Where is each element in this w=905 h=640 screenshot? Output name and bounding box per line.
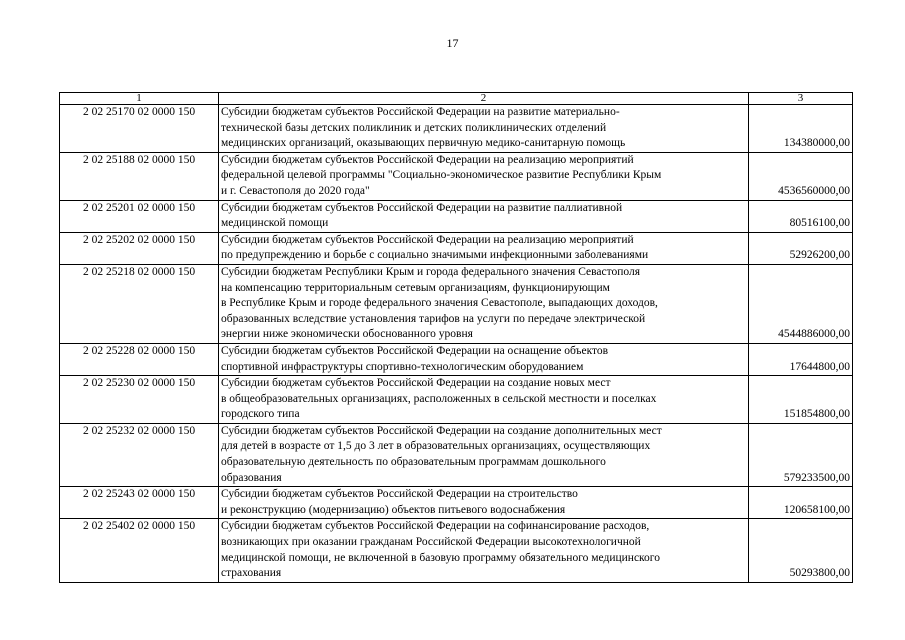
- amount-value: 151854800,00: [749, 376, 853, 424]
- budget-classification-code: 2 02 25243 02 0000 150: [60, 487, 219, 519]
- description-line: для детей в возрасте от 1,5 до 3 лет в образовательных организациях, осуществляющих: [221, 440, 651, 453]
- budget-classification-code: 2 02 25201 02 0000 150: [60, 200, 219, 232]
- table-header-row: [60, 93, 853, 105]
- revenue-description: [219, 519, 749, 582]
- budget-classification-code: 2 02 25188 02 0000 150: [60, 152, 219, 200]
- description-line: Субсидии бюджетам Республики Крым и города федерального значения Севастополя: [221, 265, 640, 278]
- description-line: на компенсацию территориальным сетевым организациям, функционирующим: [221, 281, 610, 294]
- table-row: [60, 343, 853, 375]
- description-line: технической базы детских поликлиник и детских поликлинических отделений: [221, 121, 607, 134]
- table-row: [60, 105, 853, 153]
- description-line: Субсидии бюджетам субъектов Российской Федерации на развитие материально-: [221, 106, 620, 118]
- description-line: в общеобразовательных организациях, расположенных в сельской местности и поселках: [221, 392, 657, 405]
- description-line: и г. Севастополя до 2020 года": [221, 184, 370, 197]
- description-line: Субсидии бюджетам субъектов Российской Федерации на строительство: [221, 488, 578, 501]
- amount-value: 134380000,00: [749, 105, 853, 153]
- budget-classification-code: 2 02 25232 02 0000 150: [60, 423, 219, 486]
- table-row: [60, 487, 853, 519]
- budget-classification-code: 2 02 25202 02 0000 150: [60, 232, 219, 264]
- description-line: медицинских организаций, оказывающих первичную медико-санитарную помощь: [221, 137, 626, 150]
- page-number: 17: [446, 36, 459, 50]
- description-line: энергии ниже экономически обоснованного уровня: [221, 328, 473, 341]
- budget-classification-code: 2 02 25402 02 0000 150: [60, 519, 219, 582]
- table-row: [60, 232, 853, 264]
- budget-classification-code: 2 02 25218 02 0000 150: [60, 264, 219, 343]
- description-line: по предупреждению и борьбе с социально значимыми инфекционными заболеваниями: [221, 249, 649, 262]
- table-row: [60, 200, 853, 232]
- description-line: страхования: [221, 567, 282, 580]
- revenue-description: [219, 264, 749, 343]
- description-line: и реконструкцию (модернизацию) объектов питьевого водоснабжения: [221, 503, 566, 516]
- table-row: [60, 519, 853, 582]
- description-line: городского типа: [221, 408, 300, 421]
- description-line: Субсидии бюджетам субъектов Российской Федерации на реализацию мероприятий: [221, 153, 634, 166]
- table-row: [60, 264, 853, 343]
- amount-value: 50293800,00: [749, 519, 853, 582]
- budget-classification-code: 2 02 25170 02 0000 150: [60, 105, 219, 153]
- budget-classification-code: 2 02 25228 02 0000 150: [60, 343, 219, 375]
- budget-revenue-table: [59, 92, 853, 583]
- amount-value: 17644800,00: [749, 343, 853, 375]
- description-line: Субсидии бюджетам субъектов Российской Федерации на создание дополнительных мест: [221, 424, 662, 437]
- description-line: образования: [221, 471, 282, 484]
- amount-value: 4544886000,00: [749, 264, 853, 343]
- revenue-description: [219, 105, 749, 153]
- description-line: в Республике Крым и городе федерального значения Севастополе, выпадающих доходов,: [221, 297, 658, 310]
- description-line: образовательную деятельность по образовательным программам дошкольного: [221, 456, 606, 469]
- amount-value: 80516100,00: [749, 200, 853, 232]
- description-line: Субсидии бюджетам субъектов Российской Федерации на создание новых мест: [221, 377, 611, 390]
- revenue-description: [219, 232, 749, 264]
- amount-value: 52926200,00: [749, 232, 853, 264]
- description-line: Субсидии бюджетам субъектов Российской Федерации на софинансирование расходов,: [221, 520, 650, 533]
- budget-classification-code: 2 02 25230 02 0000 150: [60, 376, 219, 424]
- description-line: Субсидии бюджетам субъектов Российской Федерации на развитие паллиативной: [221, 201, 623, 214]
- revenue-description: [219, 200, 749, 232]
- description-line: Субсидии бюджетам субъектов Российской Федерации на оснащение объектов: [221, 344, 609, 357]
- revenue-description: [219, 423, 749, 486]
- description-line: федеральной целевой программы "Социально-экономическое развитие Республики Крым: [221, 169, 662, 182]
- description-line: спортивной инфраструктуры спортивно-технологическим оборудованием: [221, 360, 584, 373]
- revenue-description: [219, 487, 749, 519]
- description-line: медицинской помощи, не включенной в базовую программу обязательного медицинского: [221, 551, 660, 564]
- table-row: [60, 152, 853, 200]
- description-line: образованных вследствие установления тарифов на услуги по передаче электрической: [221, 312, 646, 325]
- column-header-3: 3: [749, 93, 853, 105]
- column-header-2: 2: [219, 93, 749, 105]
- description-line: медицинской помощи: [221, 217, 329, 230]
- revenue-description: [219, 343, 749, 375]
- table-row: [60, 376, 853, 424]
- description-line: возникающих при оказании гражданам Российской Федерации высокотехнологичной: [221, 536, 641, 549]
- revenue-description: [219, 376, 749, 424]
- revenue-description: [219, 152, 749, 200]
- amount-value: 4536560000,00: [749, 152, 853, 200]
- description-line: Субсидии бюджетам субъектов Российской Федерации на реализацию мероприятий: [221, 233, 634, 246]
- table-row: [60, 423, 853, 486]
- column-header-1: 1: [60, 93, 219, 105]
- amount-value: 579233500,00: [749, 423, 853, 486]
- amount-value: 120658100,00: [749, 487, 853, 519]
